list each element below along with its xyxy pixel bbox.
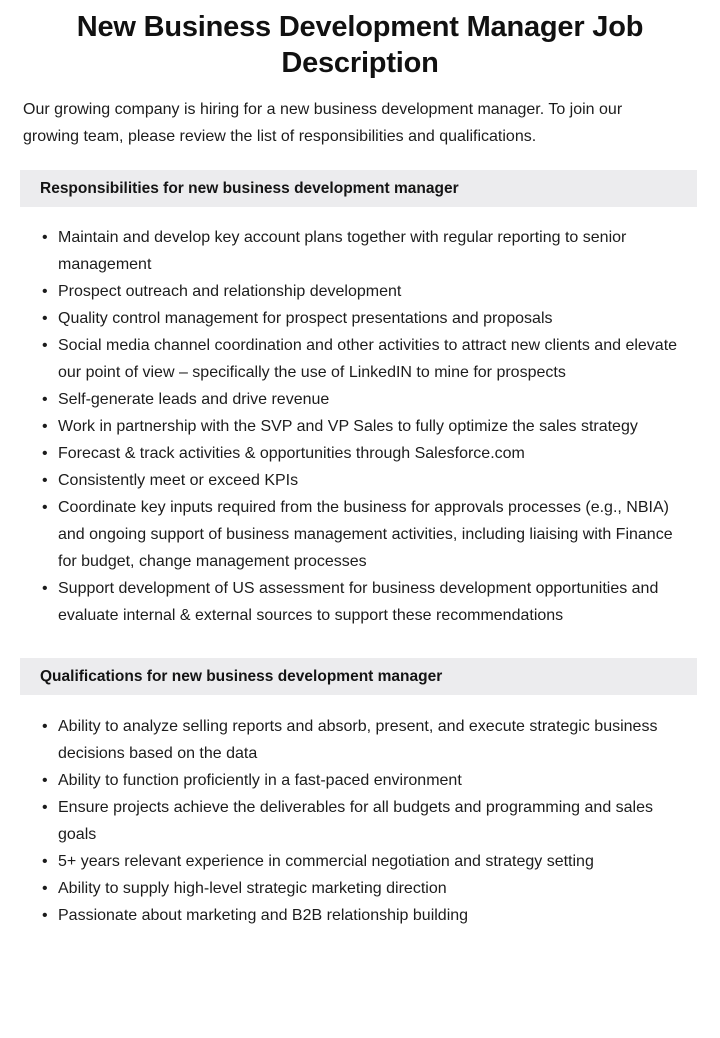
list-item: • Forecast & track activities & opportunities through Salesforce.com xyxy=(0,440,720,467)
list-item: • Work in partnership with the SVP and VP Sales to fully optimize the sales strategy xyxy=(0,413,720,440)
intro-paragraph: Our growing company is hiring for a new business development manager. To join our growing team, please review the list of responsibilities and qualifications. xyxy=(23,101,623,145)
list-item: • Coordinate key inputs required from the business for approvals processes (e.g., NBIA) and ongoing support of business management activities, including liaising with Finance for budget, change management processes xyxy=(0,494,720,575)
list-item: • Self-generate leads and drive revenue xyxy=(0,386,720,413)
list-item: • Passionate about marketing and B2B relationship building xyxy=(0,902,720,929)
list-item: • Ability to analyze selling reports and absorb, present, and execute strategic business decisions based on the data xyxy=(0,713,720,767)
list-item: • Quality control management for prospect presentations and proposals xyxy=(0,305,720,332)
list-item: • Maintain and develop key account plans together with regular reporting to senior management xyxy=(0,224,720,278)
section-responsibilities xyxy=(0,170,720,629)
qualifications-list xyxy=(0,695,720,929)
section-qualifications xyxy=(0,658,720,929)
list-item: • Consistently meet or exceed KPIs xyxy=(0,467,720,494)
list-item: • 5+ years relevant experience in commercial negotiation and strategy setting xyxy=(0,848,720,875)
list-item: • Ability to function proficiently in a fast-paced environment xyxy=(0,767,720,794)
list-item: • Prospect outreach and relationship development xyxy=(0,278,720,305)
responsibilities-list xyxy=(0,207,720,629)
list-item: • Social media channel coordination and other activities to attract new clients and elevate our point of view – specifically the use of LinkedIN to mine for prospects xyxy=(0,332,720,386)
section-heading-qualifications: Qualifications for new business development manager xyxy=(20,658,697,695)
list-item: • Support development of US assessment for business development opportunities and evaluate internal & external sources to support these recommendations xyxy=(0,575,720,629)
page-title: New Business Development Manager Job Description xyxy=(76,11,644,79)
section-heading-responsibilities: Responsibilities for new business development manager xyxy=(20,170,697,207)
list-item: • Ensure projects achieve the deliverables for all budgets and programming and sales goals xyxy=(0,794,720,848)
list-item: • Ability to supply high-level strategic marketing direction xyxy=(0,875,720,902)
